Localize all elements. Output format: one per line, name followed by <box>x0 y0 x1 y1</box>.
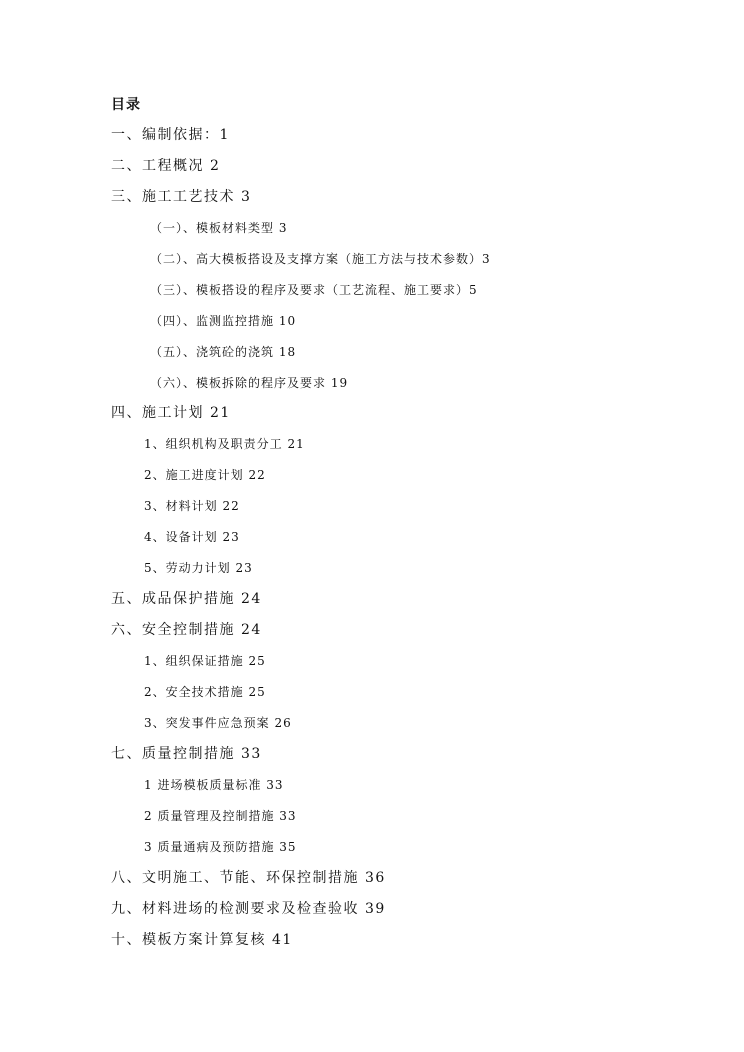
toc-entry-6-1: 1、组织保证措施 25 <box>144 654 266 668</box>
toc-entry-3-3: （三）、模板搭设的程序及要求（工艺流程、施工要求）5 <box>150 283 478 297</box>
toc-entry-7-1: 1 进场模板质量标准 33 <box>144 778 284 792</box>
toc-entry-10: 十、模板方案计算复核 41 <box>111 932 293 948</box>
toc-entry-4-3: 3、材料计划 22 <box>144 499 240 513</box>
toc-entry-4: 四、施工计划 21 <box>111 405 231 421</box>
toc-entry-4-4: 4、设备计划 23 <box>144 530 240 544</box>
toc-title: 目录 <box>111 97 141 113</box>
toc-entry-6-3: 3、突发事件应急预案 26 <box>144 716 292 730</box>
toc-entry-2: 二、工程概况 2 <box>111 158 221 174</box>
toc-entry-7: 七、质量控制措施 33 <box>111 746 262 762</box>
toc-entry-5: 五、成品保护措施 24 <box>111 591 262 607</box>
toc-entry-7-3: 3 质量通病及预防措施 35 <box>144 840 297 854</box>
toc-entry-3-6: （六）、模板拆除的程序及要求 19 <box>150 376 349 390</box>
toc-entry-4-1: 1、组织机构及职责分工 21 <box>144 437 305 451</box>
toc-entry-6: 六、安全控制措施 24 <box>111 622 262 638</box>
toc-entry-4-5: 5、劳动力计划 23 <box>144 561 253 575</box>
toc-entry-1: 一、编制依据：1 <box>111 127 230 143</box>
toc-entry-3-5: （五）、浇筑砼的浇筑 18 <box>150 345 297 359</box>
toc-entry-6-2: 2、安全技术措施 25 <box>144 685 266 699</box>
toc-entry-3: 三、施工工艺技术 3 <box>111 189 252 205</box>
toc-entry-8: 八、文明施工、节能、环保控制措施 36 <box>111 870 386 886</box>
toc-entry-7-2: 2 质量管理及控制措施 33 <box>144 809 297 823</box>
toc-entry-3-1: （一）、模板材料类型 3 <box>150 221 288 235</box>
toc-entry-9: 九、材料进场的检测要求及检查验收 39 <box>111 901 386 917</box>
toc-entry-3-4: （四）、监测监控措施 10 <box>150 314 297 328</box>
toc-entry-3-2: （二）、高大模板搭设及支撑方案（施工方法与技术参数）3 <box>150 252 491 266</box>
toc-entry-4-2: 2、施工进度计划 22 <box>144 468 266 482</box>
